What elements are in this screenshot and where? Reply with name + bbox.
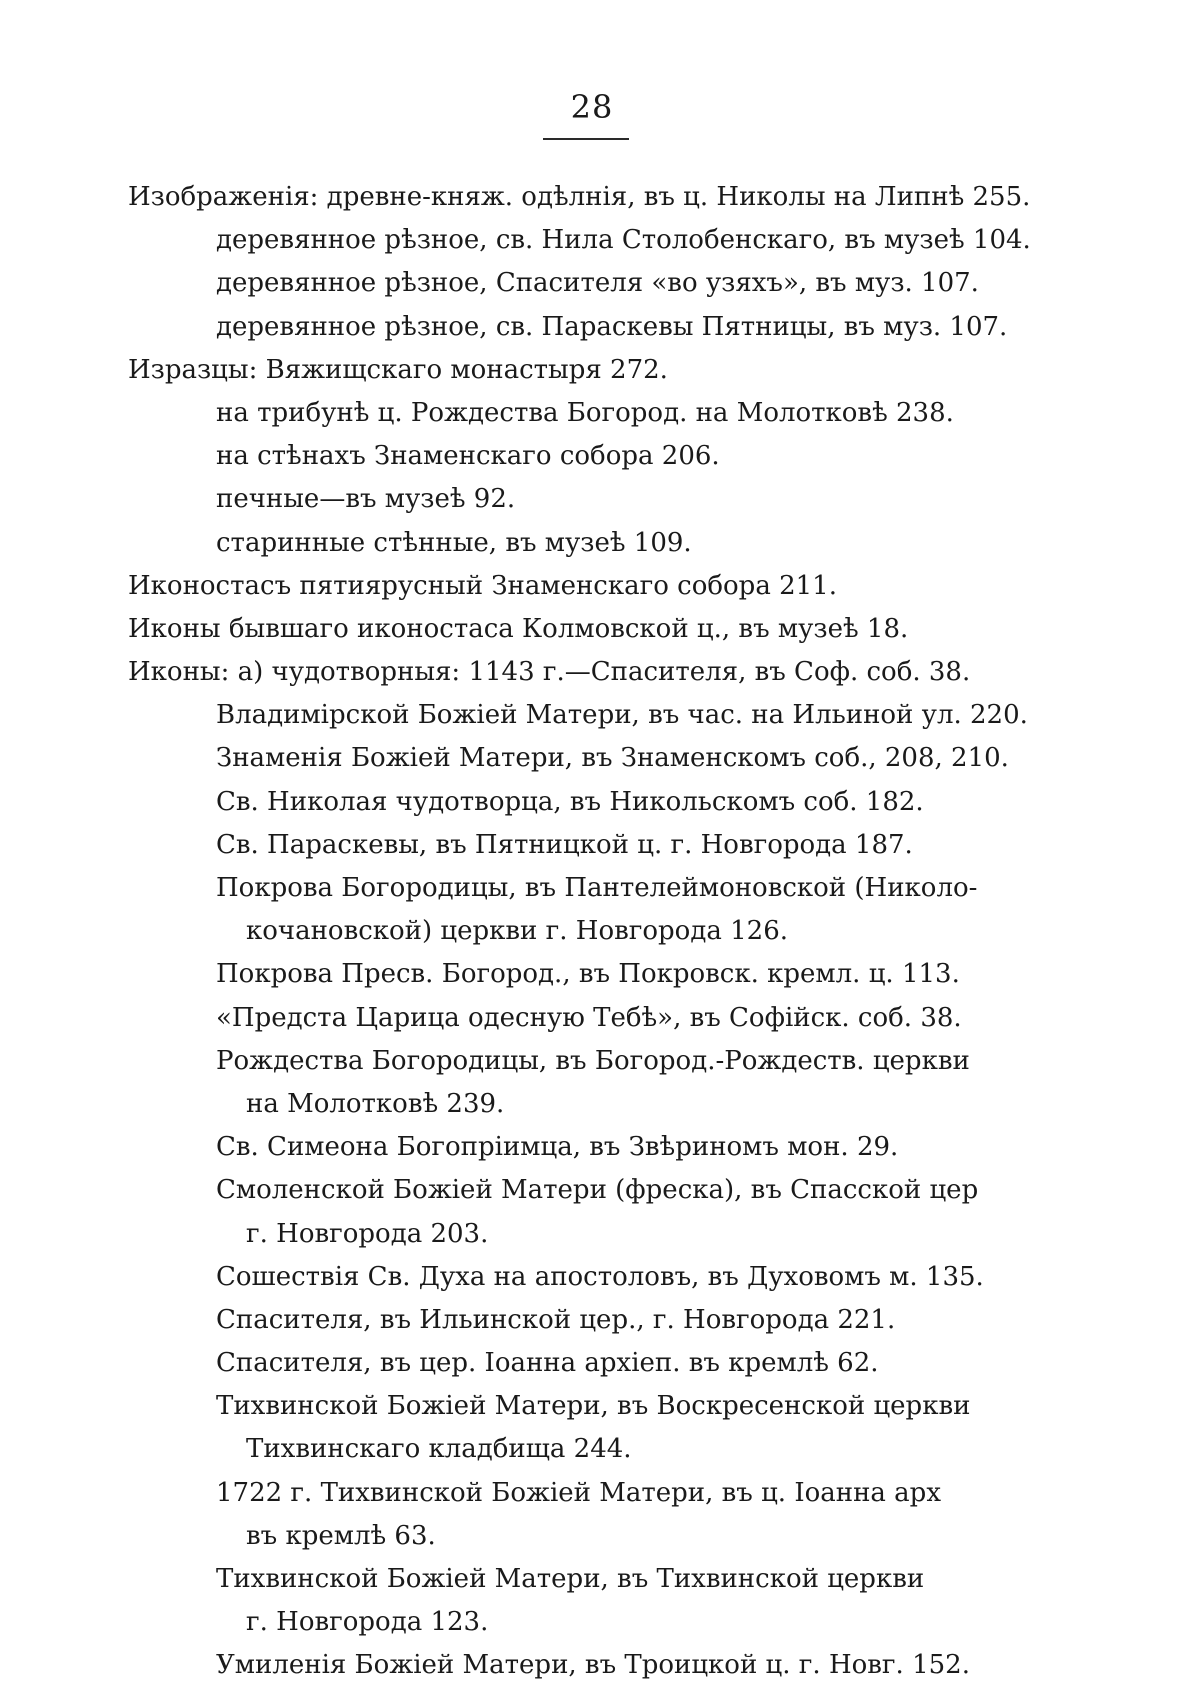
index-entry-line: деревянное рѣзное, св. Нила Столобенскаго, въ музеѣ 104. xyxy=(216,225,1031,256)
index-heading-line: Иконы: а) чудотворныя: 1143 г.—Спасителя, въ Соф. соб. 38. xyxy=(128,657,971,688)
index-entry-line: Смоленской Божіей Матери (фреска), въ Спасской цер xyxy=(216,1175,979,1206)
index-entry-line: Спасителя, въ Ильинской цер., г. Новгорода 221. xyxy=(216,1304,896,1335)
index-entry-line: Умиленія Божіей Матери, въ Троицкой ц. г. Новг. 152. xyxy=(216,1650,970,1681)
index-entry-line: Сошествія Св. Духа на апостоловъ, въ Духовомъ м. 135. xyxy=(216,1261,984,1292)
index-entry-line: на трибунѣ ц. Рождества Богород. на Молотковѣ 238. xyxy=(216,397,954,428)
index-entry-line: 1722 г. Тихвинской Божіей Матери, въ ц. Іоанна арх xyxy=(216,1477,941,1508)
index-entry-line: Св. Симеона Богопріимца, въ Звѣриномъ мон. 29. xyxy=(216,1132,899,1163)
index-entry-line: деревянное рѣзное, Спасителя «во узяхъ», въ муз. 107. xyxy=(216,268,979,299)
index-entry-line: печные—въ музеѣ 92. xyxy=(216,484,516,515)
index-entry-line: Спасителя, въ цер. Іоанна архіеп. въ кремлѣ 62. xyxy=(216,1348,879,1379)
index-entry-line: Покрова Богородицы, въ Пантелеймоновской (Николо- xyxy=(216,873,978,903)
index-continuation-line: на Молотковѣ 239. xyxy=(246,1088,505,1119)
index-heading-line: Иконостасъ пятиярусный Знаменскаго собора 211. xyxy=(128,570,837,601)
index-heading-line: Изображенія: древне-княж. одѣлнія, въ ц. Николы на Липнѣ 255. xyxy=(128,182,1031,212)
index-entry-line: старинные стѣнные, въ музеѣ 109. xyxy=(216,527,692,558)
index-entry-line: Рождества Богородицы, въ Богород.-Рождеств. церкви xyxy=(216,1045,970,1076)
index-entry-line: Покрова Пресв. Богород., въ Покровск. кремл. ц. 113. xyxy=(216,959,960,990)
index-entry-line: Тихвинской Божіей Матери, въ Тихвинской церкви xyxy=(216,1564,925,1594)
index-entry-line: Св. Параскевы, въ Пятницкой ц. г. Новгорода 187. xyxy=(216,829,913,860)
index-list xyxy=(128,176,1031,1688)
index-heading-line: Иконы бывшаго иконостаса Колмовской ц., въ музеѣ 18. xyxy=(128,613,909,644)
index-entry-line: Св. Николая чудотворца, въ Никольскомъ соб. 182. xyxy=(216,786,924,817)
index-entry-line: Знаменія Божіей Матери, въ Знаменскомъ соб., 208, 210. xyxy=(216,743,1009,774)
index-entry-line: Тихвинской Божіей Матери, въ Воскресенской церкви xyxy=(216,1391,971,1422)
index-continuation-line: г. Новгорода 123. xyxy=(246,1607,489,1638)
index-heading-line: Изразцы: Вяжищскаго монастыря 272. xyxy=(128,354,668,385)
index-entry-line: Владимірской Божіей Матери, въ час. на Ильиной ул. 220. xyxy=(216,700,1028,731)
index-continuation-line: въ кремлѣ 63. xyxy=(246,1520,436,1551)
index-continuation-line: Тихвинскаго кладбища 244. xyxy=(246,1434,632,1465)
index-entry-line: на стѣнахъ Знаменскаго собора 206. xyxy=(216,441,720,472)
index-entry-line: деревянное рѣзное, св. Параскевы Пятницы, въ муз. 107. xyxy=(216,311,1008,342)
index-continuation-line: г. Новгорода 203. xyxy=(246,1218,489,1249)
index-continuation-line: кочановской) церкви г. Новгорода 126. xyxy=(246,916,789,947)
index-entry-line: «Предста Царица одесную Тебѣ», въ Софійск. соб. 38. xyxy=(216,1002,962,1033)
header-rule xyxy=(543,138,629,140)
page-number: 28 xyxy=(570,88,614,126)
